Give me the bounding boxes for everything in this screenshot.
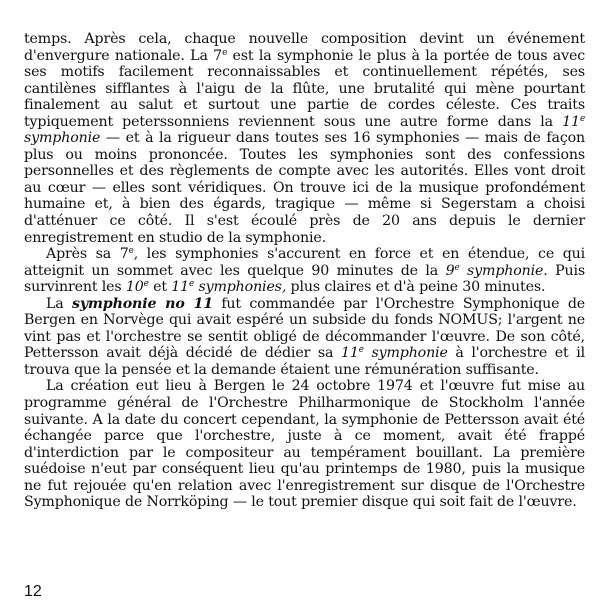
italic-text: symphonie [24, 130, 101, 147]
page-number: 12 [24, 583, 42, 600]
text-run: , les symphonies s'accurent en force et en étendue, ce qui atteignit un sommet avec les quelque 90 minutes de la [24, 246, 586, 279]
text-run: temps. Après cela, chaque nouvelle composition devint un événement d'envergure nationale. La 7 [24, 31, 585, 64]
italic-text: symphonies, [194, 279, 287, 296]
superscript-text: e [128, 246, 134, 257]
paragraph [24, 296, 585, 379]
superscript-text: e [222, 47, 228, 58]
text-run: plus claires et d'à peine 30 minutes. [286, 279, 546, 296]
text-run: — et à la rigueur dans toutes ses 16 symphonies — mais de façon plus ou moins prononcée. Toutes les symphonies sont des confessions personnelles et des règlements de compte avec les autorités. Elles vont droit au cœur — elles sont véridiques. On trouve ici de la musique profondément humaine et, à bien des égards, tragique — même si Segerstam a choisi d'atténuer ce côté. Il s'est écoulé près de 20 ans depuis le dernier enregistrement en studio de la symphonie. [24, 130, 585, 246]
text-run: Puis survinrent les [24, 262, 585, 296]
bold-italic-text: symphonie no 11 [72, 295, 213, 312]
paragraph [24, 246, 585, 296]
italic-text: 11 [171, 279, 190, 296]
superscript-text: e [358, 345, 364, 356]
italic-text: 11 [562, 113, 580, 130]
italic-text: symphonie [363, 345, 448, 362]
text-run: Après sa 7 [46, 246, 129, 263]
paragraph [24, 31, 585, 246]
superscript-text: e [143, 279, 149, 290]
text-run: est la symphonie le plus à la portée de tous avec ses motifs facilement reconnaissables et continuellement répétés, ses cantilènes sifflantes à l'aigu de la flûte, une brutalité qui mène pourtant finalement au salut et surtout une partie de cordes céleste. Ces traits typiquement peterssonniens reviennent sous une autre forme dans la [24, 47, 585, 130]
page-body [24, 31, 585, 511]
text-run: La création eut lieu à Bergen le 24 octobre 1974 et l'œuvre fut mise au programme général de l'Orchestre Philharmonique de Stockholm l'année suivante. A la date du concert cependant, la symphonie de Pettersson avait été échangée parce que l'orchestre, juste à ce moment, avait été frappé d'interdiction par le compositeur au tempérament bouillant. La première suédoise n'eut par conséquent lieu qu'au printemps de 1980, puis la musique ne fut rejouée qu'en relation avec l'enregistrement sur disque de l'Orchestre Symphonique de Norrköping — le tout premier disque qui soit fait de l'œuvre. [24, 378, 585, 511]
superscript-text: e [189, 279, 195, 290]
paragraph [24, 378, 585, 510]
text-run: fut commandée par l'Orchestre Symphonique de Bergen en Norvège qui avait espéré un subside du fonds NOMUS; l'argent ne vint pas et l'orchestre se sentit obligé de décommander l'œuvre. De son côté, Pettersson avait déjà décidé de dédier sa [24, 295, 585, 362]
text-run: et [148, 279, 172, 296]
text-run: à l'orchestre et il trouva que la pensée et la demande étaient une rémunération suffisante. [24, 345, 585, 378]
italic-text: 11 [340, 345, 359, 362]
superscript-text: e [454, 262, 460, 273]
italic-text: 9 [445, 262, 455, 279]
text-run: La [46, 295, 72, 312]
superscript-text: e [579, 113, 585, 124]
italic-text: symphonie. [459, 262, 548, 279]
italic-text: 10 [125, 279, 144, 296]
